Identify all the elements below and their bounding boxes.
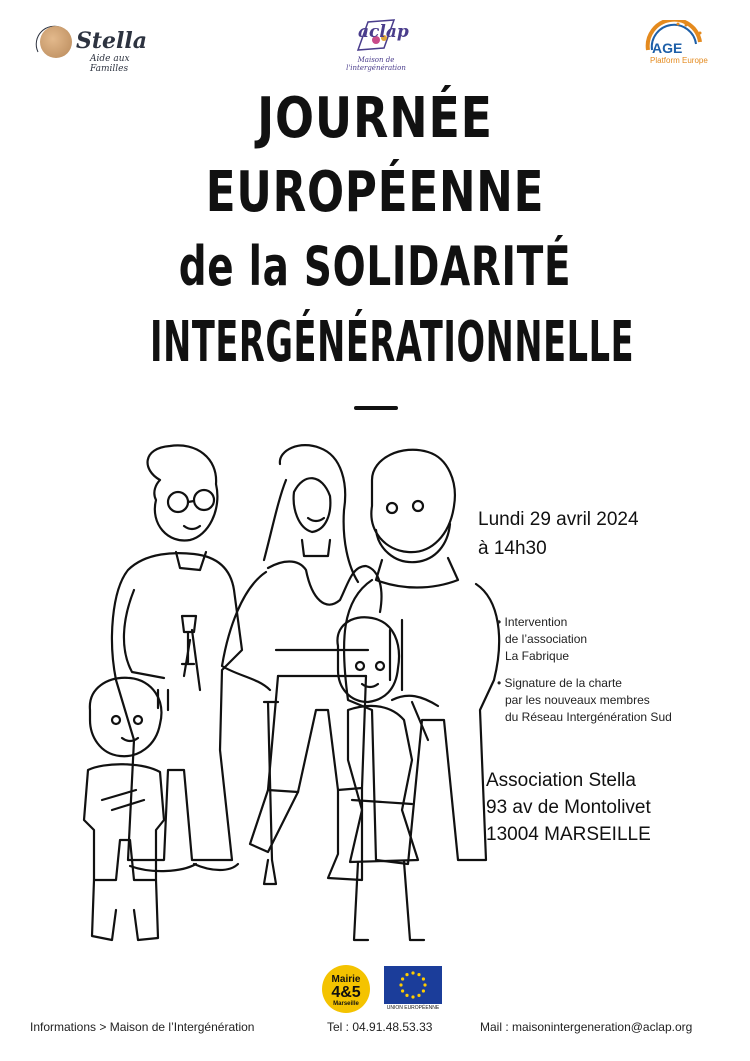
family-illustration: [72, 440, 502, 960]
title-line-3: de la SOLIDARITÉ: [178, 235, 572, 298]
eu-logo: [384, 966, 442, 1012]
address-line-city: 13004 MARSEILLE: [486, 824, 651, 845]
program-line: de l’association: [505, 632, 588, 646]
stella-logo: [30, 22, 148, 74]
program-item-intervention: [497, 614, 672, 665]
program-line: du Réseau Intergénération Sud: [505, 710, 672, 724]
girl-figure: [337, 617, 424, 940]
title-line-4: INTERGÉNÉRATIONNELLE: [149, 310, 635, 375]
program-list: [497, 614, 672, 736]
program-line: par les nouveaux membres: [505, 693, 650, 707]
program-item-charter: [497, 675, 672, 726]
address-line-name: Association Stella: [486, 770, 636, 791]
eu-logo-label: UNION EUROPÉENNE: [386, 1005, 440, 1011]
age-logo-name: AGE: [652, 40, 683, 56]
program-line: • Signature de la charte: [497, 676, 622, 690]
event-datetime: [478, 505, 639, 563]
eu-flag-icon: [384, 966, 442, 1004]
mairie-logo-line1: Mairie: [331, 974, 361, 985]
aclap-logo: [340, 18, 412, 76]
address-line-street: 93 av de Montolivet: [486, 797, 651, 818]
program-line: La Fabrique: [505, 649, 570, 663]
event-address: [486, 767, 651, 848]
title-line-2: EUROPÉENNE: [205, 160, 545, 225]
young-woman-figure: [222, 445, 381, 884]
boy-figure: [84, 678, 164, 940]
stella-logo-subtitle: Aide aux Familles: [90, 54, 130, 74]
event-time: à 14h30: [478, 538, 547, 559]
title-line-1: JOURNÉE: [257, 86, 493, 151]
aclap-logo-name: aclap: [358, 22, 409, 42]
poster-title: [0, 82, 750, 382]
footer-info: Informations > Maison de l’Intergénération: [30, 1020, 255, 1034]
footer-email: Mail : maisonintergeneration@aclap.org: [480, 1020, 693, 1034]
mairie-4-5-logo: [322, 965, 370, 1013]
mairie-logo-line3: Marseille: [333, 1001, 359, 1007]
stella-emblem-icon: [40, 26, 72, 58]
title-divider: [354, 406, 398, 410]
footer-phone: Tel : 04.91.48.53.33: [327, 1020, 433, 1034]
age-platform-logo: [638, 20, 710, 70]
stella-logo-name: Stella: [76, 28, 148, 54]
aclap-logo-subtitle: Maison de l'intergénération: [346, 56, 406, 72]
program-line: • Intervention: [497, 615, 568, 629]
age-logo-subtitle: Platform Europe: [650, 56, 708, 65]
mairie-logo-line2: 4&5: [331, 984, 361, 1001]
event-date: Lundi 29 avril 2024: [478, 509, 639, 530]
